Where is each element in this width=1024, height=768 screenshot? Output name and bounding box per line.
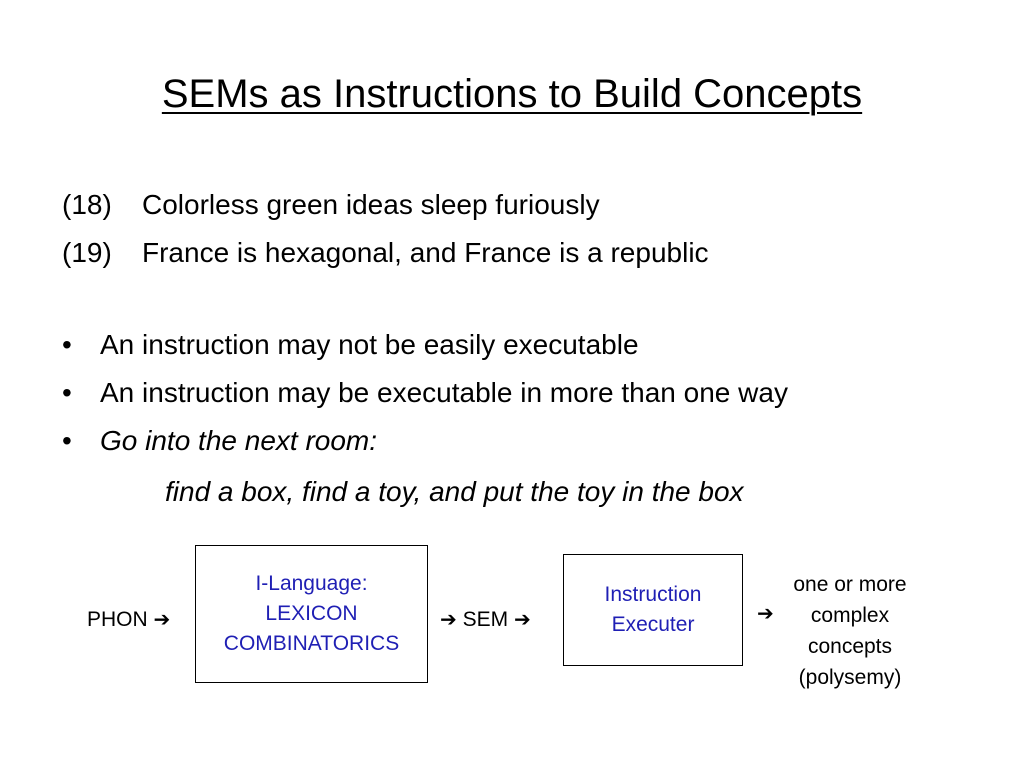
example-number: (18) — [62, 189, 112, 220]
arrow-right-icon: ➔ — [440, 607, 457, 631]
bullet-marker: • — [62, 377, 72, 408]
bullet-marker: • — [62, 425, 72, 456]
box-line: Instruction — [604, 583, 702, 606]
output-line: (polysemy) — [798, 666, 902, 689]
bullet-text: An instruction may not be easily executable — [100, 329, 639, 360]
output-line: one or more — [793, 573, 907, 596]
arrow-right-icon: ➔ — [757, 601, 774, 625]
box-line: Executer — [611, 613, 695, 636]
slide-title: SEMs as Instructions to Build Concepts — [161, 72, 863, 116]
example-text: France is hexagonal, and France is a republic — [142, 237, 709, 268]
bullet-text: Go into the next room: — [100, 425, 378, 456]
i-language-box — [195, 545, 428, 683]
arrow-right-icon: ➔ — [153, 607, 171, 631]
output-arrow — [757, 598, 774, 629]
phon-text: PHON — [87, 608, 148, 631]
box-line: I-Language: — [255, 572, 368, 595]
example-text: Colorless green ideas sleep furiously — [142, 189, 600, 220]
output-concepts — [778, 569, 922, 693]
bullet-continuation: find a box, find a toy, and put the toy in the box — [165, 476, 744, 507]
box-line: LEXICON — [265, 602, 358, 625]
output-line: complex — [810, 604, 890, 627]
output-line: concepts — [807, 635, 893, 658]
phon-label — [87, 604, 170, 635]
bullet-marker: • — [62, 329, 72, 360]
instruction-executer-box — [563, 554, 743, 666]
sem-label — [440, 604, 531, 635]
sem-text: SEM — [462, 608, 509, 631]
bullet-text: An instruction may be executable in more than one way — [100, 377, 788, 408]
arrow-right-icon: ➔ — [513, 607, 531, 631]
box-line: COMBINATORICS — [223, 632, 400, 655]
example-number: (19) — [62, 237, 112, 268]
